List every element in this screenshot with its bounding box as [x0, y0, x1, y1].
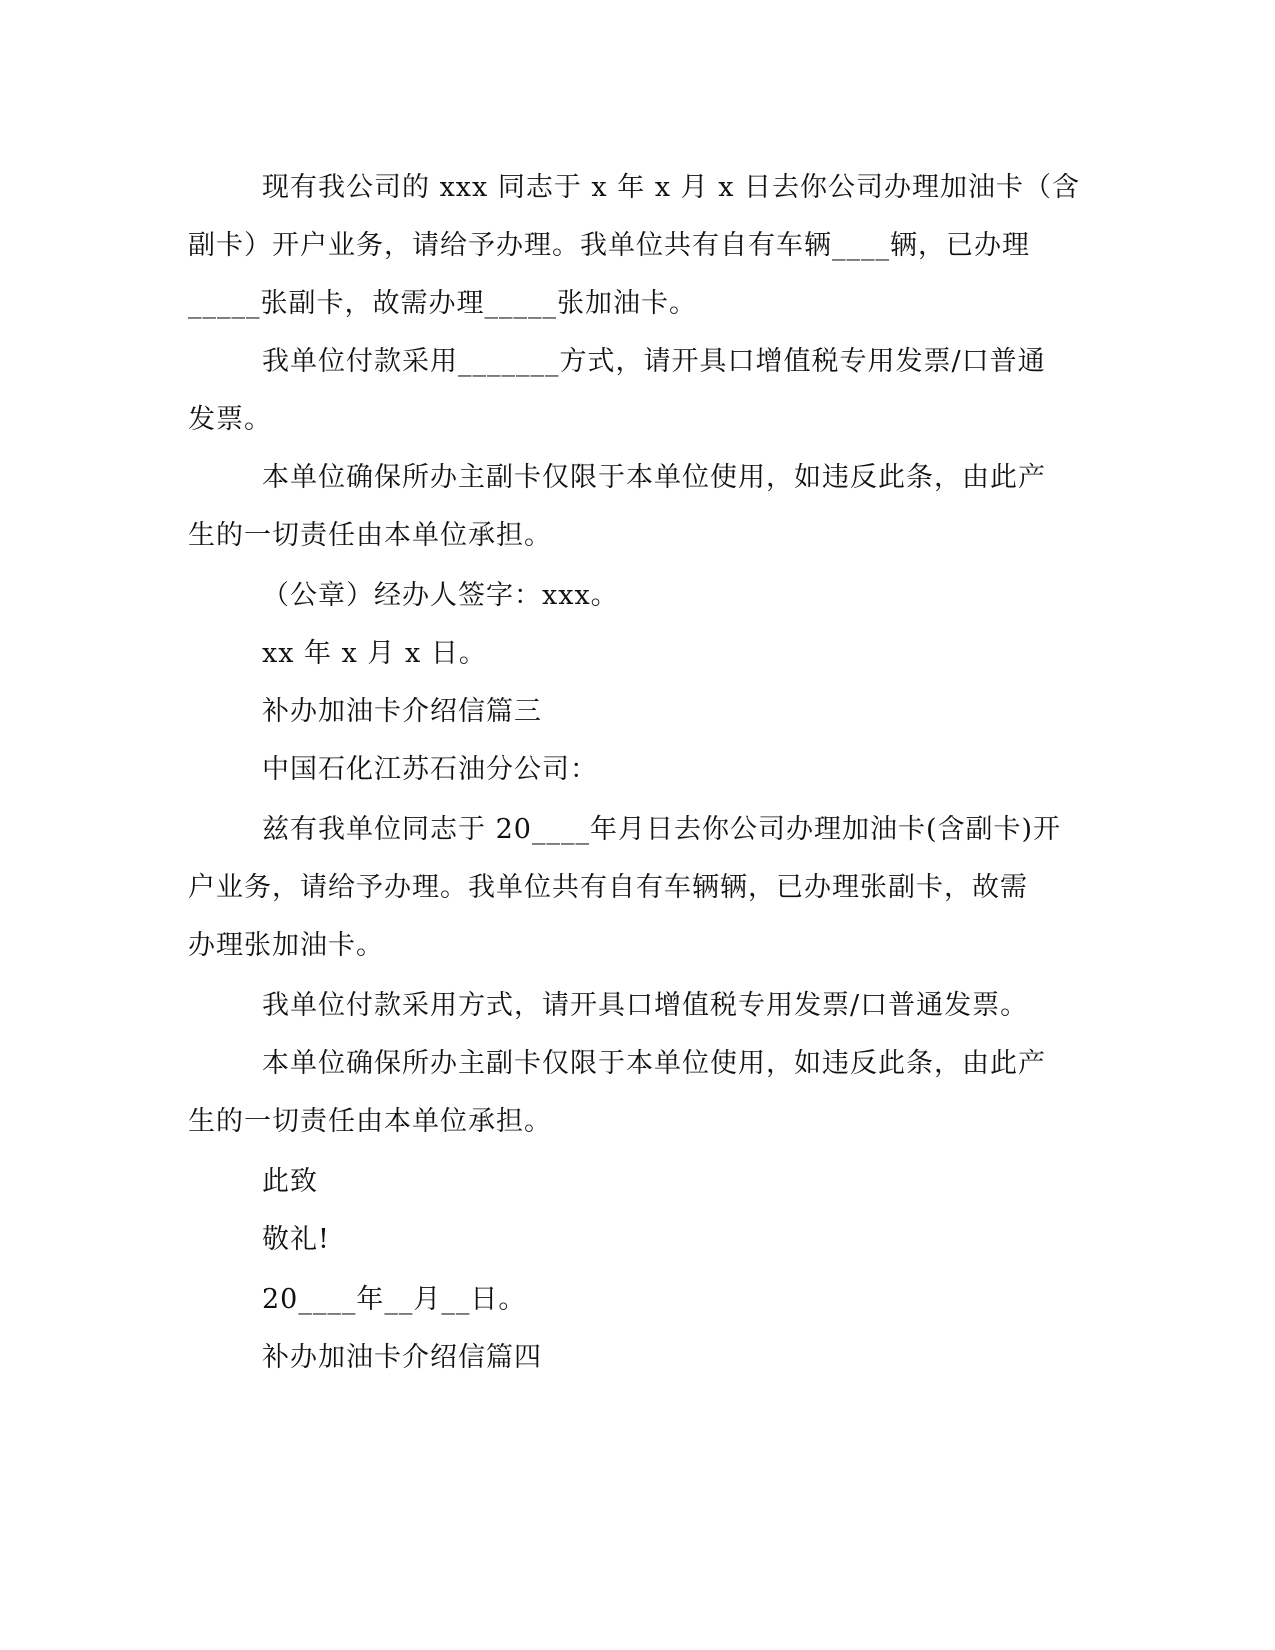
- closing-line: 此致: [262, 1166, 318, 1197]
- paragraph-line: 我单位付款采用方式，请开具口增值税专用发票/口普通发票。: [262, 990, 1029, 1021]
- paragraph-line: 办理张加油卡。: [188, 930, 384, 961]
- date-line: xx 年 x 月 x 日。: [262, 638, 487, 669]
- paragraph-line: 兹有我单位同志于 20____年月日去你公司办理加油卡(含副卡)开: [262, 814, 1062, 845]
- paragraph-line: 户业务，请给予办理。我单位共有自有车辆辆，已办理张副卡，故需: [188, 872, 1028, 903]
- paragraph-line: 生的一切责任由本单位承担。: [188, 1106, 552, 1137]
- paragraph-line: 副卡）开户业务，请给予办理。我单位共有自有车辆____辆，已办理: [188, 230, 1030, 261]
- recipient-line: 中国石化江苏石油分公司：: [262, 754, 598, 785]
- paragraph-line: 发票。: [188, 404, 272, 435]
- date-line: 20____年__月__日。: [262, 1284, 527, 1315]
- paragraph-line: 我单位付款采用_______方式，请开具口增值税专用发票/口普通: [262, 346, 1046, 377]
- signature-line: （公章）经办人签字：xxx。: [262, 580, 619, 611]
- paragraph-line: _____张副卡，故需办理_____张加油卡。: [188, 288, 697, 319]
- paragraph-line: 本单位确保所办主副卡仅限于本单位使用，如违反此条，由此产: [262, 1048, 1046, 1079]
- paragraph-line: 本单位确保所办主副卡仅限于本单位使用，如违反此条，由此产: [262, 462, 1046, 493]
- section-heading: 补办加油卡介绍信篇四: [262, 1342, 542, 1373]
- paragraph-line: 生的一切责任由本单位承担。: [188, 520, 552, 551]
- section-heading: 补办加油卡介绍信篇三: [262, 696, 542, 727]
- closing-line: 敬礼!: [262, 1224, 330, 1255]
- paragraph-line: 现有我公司的 xxx 同志于 x 年 x 月 x 日去你公司办理加油卡（含: [262, 172, 1081, 203]
